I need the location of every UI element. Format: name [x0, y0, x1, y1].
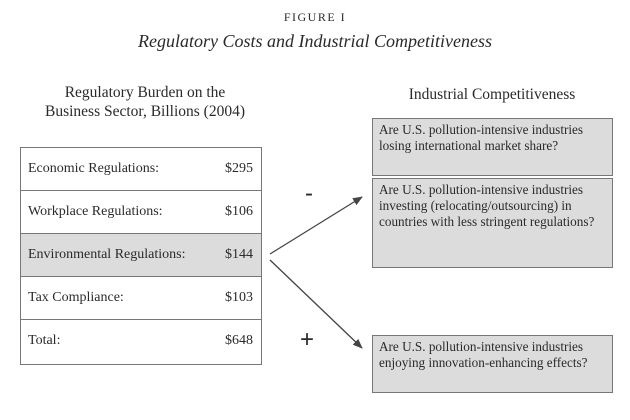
arrow-to-relocation [270, 197, 362, 254]
question-box-innovation: Are U.S. pollution-intensive industries enjoying innovation-enhancing effects? [372, 335, 613, 393]
row-label: Total: [28, 333, 61, 348]
heading-line-1: Regulatory Burden on the [64, 84, 226, 101]
figure-label: FIGURE I [283, 10, 347, 24]
heading-line-2: Business Sector, Billions (2004) [44, 103, 246, 120]
row-label: Economic Regulations: [28, 161, 160, 176]
positive-sign: + [300, 326, 315, 353]
row-label: Environmental Regulations: [28, 247, 186, 262]
row-amount: $144 [225, 247, 253, 262]
row-amount: $648 [225, 333, 253, 348]
arrow-to-innovation [270, 260, 362, 348]
question-box-market-share: Are U.S. pollution-intensive industries losing international market share? [372, 118, 613, 176]
row-label: Tax Compliance: [28, 290, 124, 305]
row-amount: $103 [225, 290, 253, 305]
row-label: Workplace Regulations: [28, 204, 163, 219]
negative-sign: - [305, 180, 313, 207]
row-amount: $295 [225, 161, 253, 176]
row-amount: $106 [225, 204, 253, 219]
competitiveness-heading: Industrial Competitiveness [408, 86, 576, 103]
figure-title: Regulatory Costs and Industrial Competitiveness [138, 31, 492, 51]
question-box-relocation: Are U.S. pollution-intensive industries investing (relocating/outsourcing) in countries with less stringent regulations? [372, 178, 613, 268]
